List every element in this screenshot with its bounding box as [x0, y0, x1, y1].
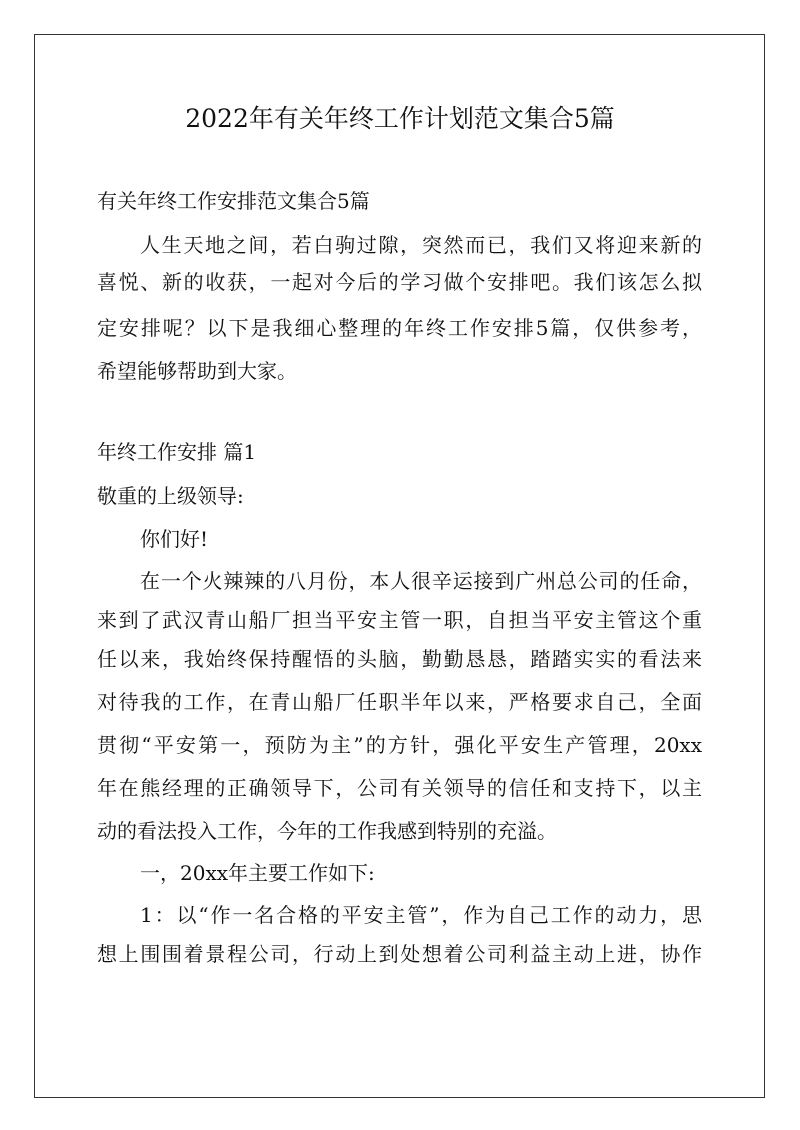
- body-line-4: 对待我的工作，在青山船厂任职半年以来，严格要求自己，全面: [97, 690, 702, 714]
- body-line-3: 任以来，我始终保持醒悟的头脑，勤勤恳恳，踏踏实实的看法来: [97, 647, 702, 671]
- intro-line-2: 喜悦、新的收获，一起对今后的学习做个安排吧。我们该怎么拟: [97, 270, 702, 294]
- intro-line-4: 希望能够帮助到大家。: [97, 359, 297, 383]
- item1-line-2: 想上围围着景程公司，行动上到处想着公司利益主动上进，协作: [97, 942, 702, 966]
- document-title: 2022年有关年终工作计划范文集合5篇: [185, 104, 615, 133]
- body-line-2: 来到了武汉青山船厂担当平安主管一职，自担当平安主管这个重: [97, 608, 702, 632]
- salutation: 敬重的上级领导:: [97, 484, 244, 508]
- intro-line-1: 人生天地之间，若白驹过隙，突然而已，我们又将迎来新的: [140, 233, 702, 257]
- intro-line-3: 定安排呢？以下是我细心整理的年终工作安排5篇，仅供参考，: [97, 316, 702, 340]
- list-heading: 一，20xx年主要工作如下:: [140, 861, 375, 885]
- document-subtitle: 有关年终工作安排范文集合5篇: [97, 189, 370, 213]
- body-line-7: 动的看法投入工作，今年的工作我感到特别的充溢。: [97, 819, 557, 843]
- greeting: 你们好!: [140, 527, 209, 551]
- body-line-6: 年在熊经理的正确领导下，公司有关领导的信任和支持下，以主: [97, 776, 702, 800]
- body-line-5: 贯彻“平安第一，预防为主”的方针，强化平安生产管理，20xx: [97, 733, 702, 757]
- section-heading: 年终工作安排 篇1: [97, 440, 257, 464]
- body-line-1: 在一个火辣辣的八月份，本人很辛运接到广州总公司的任命，: [140, 569, 702, 593]
- item1-line-1: 1：以“作一名合格的平安主管”，作为自己工作的动力，思: [140, 903, 702, 927]
